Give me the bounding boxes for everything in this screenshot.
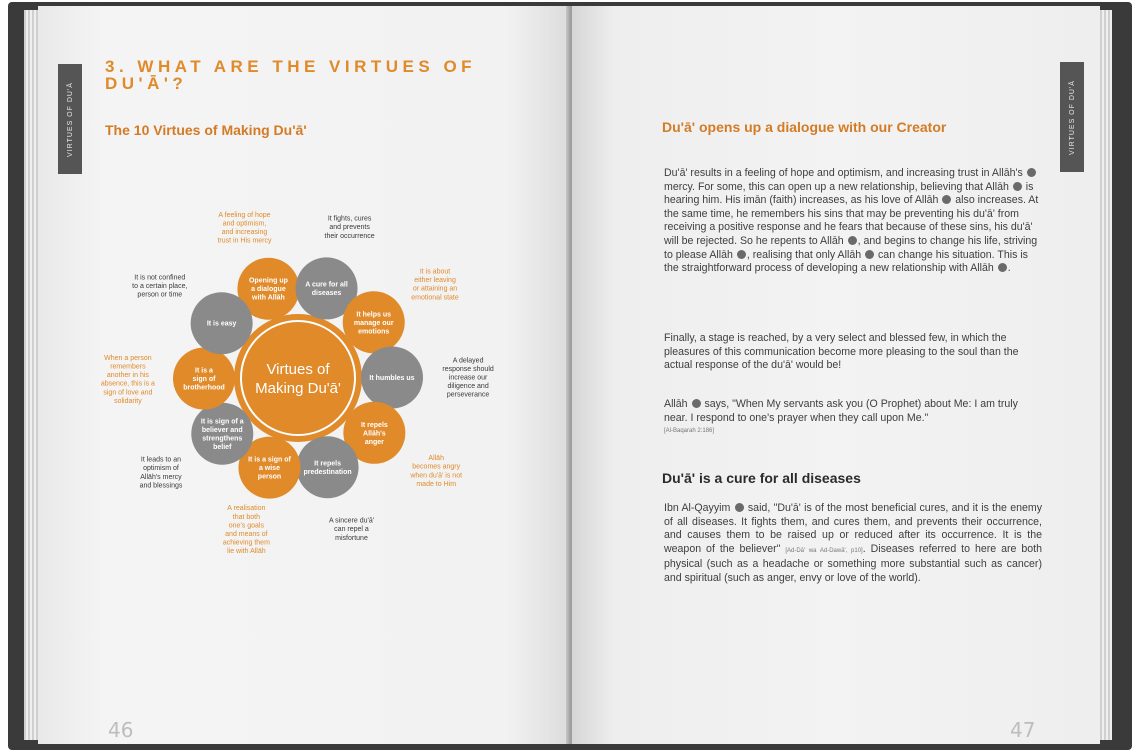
virtue-caption: When a person remembers another in his absence, this is a sign of love and solidarity [100,354,155,405]
virtues-diagram [38,6,570,744]
honorific-icon [692,399,701,408]
left-page [38,6,570,744]
virtue-caption: It is about either leaving or attaining an emotional state [411,268,459,302]
right-page [572,6,1100,744]
honorific-icon [737,250,746,259]
paragraph-cure [664,502,1042,586]
heading-dialogue: Du'ā' opens up a dialogue with our Creator [662,119,947,135]
honorific-icon [998,263,1007,272]
chapter-title: 3. WHAT ARE THE VIRTUES OF DU'Ā'? [105,57,477,93]
virtue-caption: A feeling of hope and optimism, and increasing trust in His mercy [217,211,272,245]
virtue-circle-label: It is a sign of brotherhood [183,367,225,392]
honorific-icon [1027,168,1036,177]
page-edges-right [1098,10,1112,740]
center-label: Virtues of Making Du'ā' [255,360,341,397]
quote-reference: [Al-Baqarah 2:186] [664,428,715,435]
virtue-circle-label: It humbles us [369,374,415,382]
paragraph-text: Du'ā' results in a feeling of hope and optimism, and increasing trust in Allāh's mercy. For some, this can open up a new relationship, believing that Allāh is hearing him. His imān (faith) increases, as his love of Allāh also increases. At the same time, he remembers his sins that may be preventing his du'ā' from receiving a positive response and he fears that because of these sins, his du'ā' will be rejected. So he repents to Allāh , and begins to change his life, striving to please Allāh , realising that only Allāh can change his situation. This is the straightforward process of developing a new relationship with Allāh . [664,167,1039,275]
virtue-circle-label: It helps us manage our emotions [353,311,394,336]
virtue-caption: It leads to an optimism of Allāh's mercy and blessings [139,456,183,490]
virtue-circle-label: It is easy [206,320,237,328]
honorific-icon [865,250,874,259]
virtue-circle-label: It repels predestination [303,460,352,476]
quote-block [664,398,1042,439]
side-tab-right [1060,62,1084,172]
side-tab-label: VIRTUES OF DU'Ā [66,81,74,157]
quote-text: Allāh says, "When My servants ask you (O Prophet) about Me: I am truly near. I respond to one's prayer when they call upon Me." [664,398,1018,424]
honorific-icon [848,236,857,245]
virtue-caption: It fights, cures and prevents their occurrence [324,215,375,240]
paragraph-text-end: . Diseases referred to here are both physical (such as a headache or something more substantial such as cancer) and spiritual (such as anger, envy or love of the world). [664,542,1042,584]
virtue-caption: It is not confined to a certain place, person or time [132,274,188,299]
virtue-caption: A realisation that both one's goals and means of achieving them lie with Allāh [222,505,270,556]
diagram-subtitle: The 10 Virtues of Making Du'ā' [105,122,307,138]
virtue-circle-label: A cure for all diseases [305,281,348,298]
virtue-caption: A delayed response should increase our diligence and perseverance [442,357,494,399]
virtue-circle-label: Opening up a dialogue with Allāh [248,277,288,302]
page-number-right: 47 [1010,718,1036,742]
virtue-circle-label: It is a sign of a wise person [248,456,291,481]
honorific-icon [735,503,744,512]
paragraph-finally [664,332,1042,373]
virtue-circle-label: It repels Allāh's anger [360,421,388,446]
honorific-icon [1013,182,1022,191]
virtue-caption: A sincere du'ā' can repel a misfortune [328,517,375,542]
paragraph-text: Ibn Al-Qayyim said, "Du'ā' is of the most beneficial cures, and it is the enemy of all diseases. It fights them, and cures them, and prevents their occurrence, and causes them to be raised up or reduced after its occurrence. It is the weapon of the believer" [664,502,1042,555]
paragraph-dialogue [664,167,1042,276]
paragraph-text: Finally, a stage is reached, by a very select and blessed few, in which the pleasures of this communication become more pleasing to the soul than the actual response of the du'ā' would be! [664,332,1019,372]
page-number-left: 46 [108,718,134,742]
virtue-caption: Allāh becomes angry when du'ā' is not made to Him [410,455,463,488]
citation-reference: [Ad-Dā' wa Ad-Dawā', p10] [785,547,863,554]
heading-cure: Du'ā' is a cure for all diseases [662,470,861,486]
honorific-icon [942,195,951,204]
virtue-circle-label: It is sign of a believer and strengthens belief [200,418,244,451]
center-circle [234,314,362,442]
side-tab-label: VIRTUES OF DU'Ā [1068,79,1076,155]
